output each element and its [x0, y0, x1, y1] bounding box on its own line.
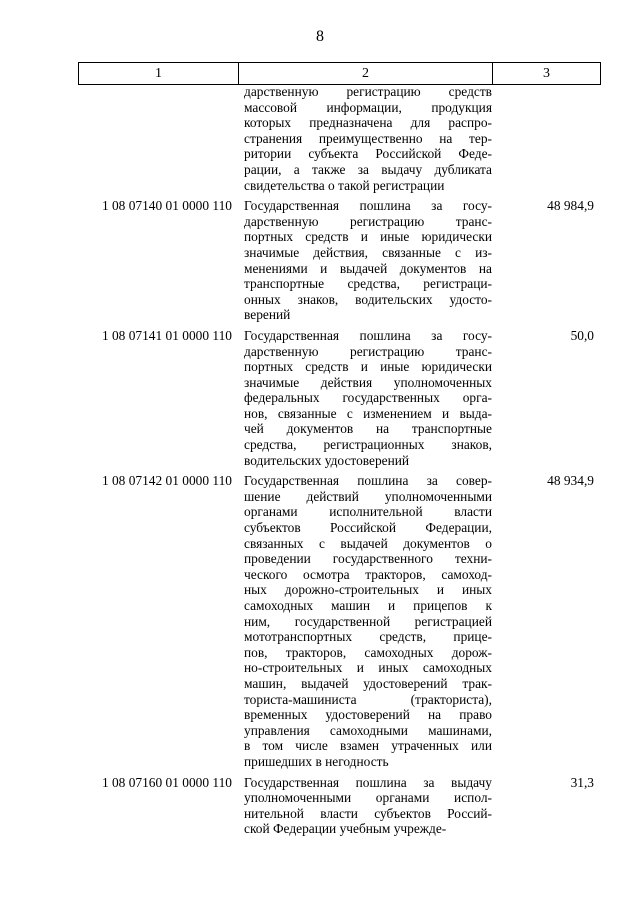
column-number-1: 1	[79, 63, 239, 85]
revenue-name-line: водительских удостоверений	[244, 452, 410, 468]
revenue-name-line: машин, выдачей удостоверений трак-	[244, 675, 492, 691]
revenue-name-line: временных удостоверений на право	[244, 707, 492, 723]
budget-code: 1 08 07142 01 0000 110	[101, 473, 232, 489]
table-row	[78, 328, 600, 468]
revenue-name-line: чей документов на транспортные	[244, 421, 492, 437]
column-number-3: 3	[493, 63, 601, 85]
revenue-name-line: Государственная пошлина за совер-	[244, 473, 492, 489]
revenue-name-line: проведении государственного техни-	[244, 551, 492, 567]
table-header	[78, 62, 601, 85]
table-body	[78, 84, 600, 837]
revenue-name-line: дарственную регистрацию транс-	[244, 213, 492, 229]
amount: 48 934,9	[547, 473, 594, 489]
budget-code: 1 08 07160 01 0000 110	[101, 774, 232, 790]
revenue-name-line: органами исполнительной власти	[244, 504, 492, 520]
amount: 31,3	[570, 774, 594, 790]
revenue-name-line: дарственную регистрацию средств	[244, 84, 492, 99]
revenue-name-line: массовой информации, продукция	[244, 99, 492, 115]
revenue-name	[238, 84, 492, 193]
revenue-name-line: Государственная пошлина за госу-	[244, 198, 492, 214]
revenue-name-line: субъектов Российской Федерации,	[244, 520, 492, 536]
page-number: 8	[316, 28, 324, 45]
revenue-name-line: ческого осмотра тракторов, самоход-	[244, 566, 492, 582]
revenue-name-line: портных средств и иные юридически	[244, 359, 492, 375]
revenue-name-line: дарственную регистрацию транс-	[244, 343, 492, 359]
revenue-name-line: верений	[244, 307, 291, 323]
revenue-name	[238, 473, 492, 769]
table-row	[78, 198, 600, 323]
revenue-name-line: ним, государственной регистрацией	[244, 613, 492, 629]
revenue-name-line: пов, тракторов, самоходных дорож-	[244, 644, 492, 660]
revenue-name-line: странения преимущественно на тер-	[244, 130, 492, 146]
column-number-2: 2	[239, 63, 493, 85]
revenue-name-line: связанных с выдачей документов о	[244, 535, 492, 551]
revenue-name-line: шение действий уполномоченными	[244, 488, 492, 504]
revenue-name-line: но-строительных и иных самоходных	[244, 660, 492, 676]
revenue-name-line: в том числе взамен утраченных или	[244, 738, 492, 754]
revenue-name-line: свидетельства о такой регистрации	[244, 177, 445, 193]
revenue-name-line: управления самоходными машинами,	[244, 722, 492, 738]
revenue-name-line: федеральных государственных орга-	[244, 390, 492, 406]
revenue-name-line: значимые действия уполномоченных	[244, 374, 492, 390]
revenue-name-line: которых предназначена для распро-	[244, 115, 492, 131]
revenue-name	[238, 328, 492, 468]
revenue-name-line: уполномоченными органами испол-	[244, 790, 492, 806]
revenue-name-line: ритории субъекта Российской Феде-	[244, 146, 492, 162]
revenue-name-line: Государственная пошлина за госу-	[244, 327, 492, 343]
table-row	[78, 775, 600, 837]
budget-code: 1 08 07140 01 0000 110	[101, 198, 232, 214]
revenue-name-line: ных дорожно-строительных и иных	[244, 582, 492, 598]
revenue-name-line: рации, а также за выдачу дубликата	[244, 161, 492, 177]
revenue-name-line: онных знаков, водительских удосто-	[244, 291, 492, 307]
revenue-name-line: мототранспортных средств, прице-	[244, 629, 492, 645]
revenue-name-line: нов, связанные с изменением и выда-	[244, 405, 492, 421]
revenue-name-line: ской Федерации учебным учрежде-	[244, 821, 447, 837]
revenue-name-line: ториста-машиниста (тракториста),	[244, 691, 492, 707]
revenue-name-line: менениями и выдачей документов на	[244, 260, 492, 276]
table-row	[78, 84, 600, 193]
revenue-name-line: портных средств и иные юридически	[244, 229, 492, 245]
revenue-name-line: пришедших в негодность	[244, 753, 389, 769]
revenue-name-line: значимые действия, связанные с из-	[244, 244, 492, 260]
budget-code: 1 08 07141 01 0000 110	[101, 327, 232, 343]
revenue-name	[238, 775, 492, 837]
revenue-name-line: самоходных машин и прицепов к	[244, 598, 492, 613]
revenue-name-line: Государственная пошлина за выдачу	[244, 774, 492, 790]
revenue-name-line: нительной власти субъектов Россий-	[244, 805, 492, 821]
amount: 50,0	[570, 327, 594, 343]
amount: 48 984,9	[547, 198, 594, 214]
revenue-name	[238, 198, 492, 323]
revenue-name-line: средства, регистрационных знаков,	[244, 437, 492, 453]
table-header-row	[79, 63, 601, 85]
table-row	[78, 473, 600, 769]
revenue-name-line: транспортные средства, регистраци-	[244, 276, 492, 292]
